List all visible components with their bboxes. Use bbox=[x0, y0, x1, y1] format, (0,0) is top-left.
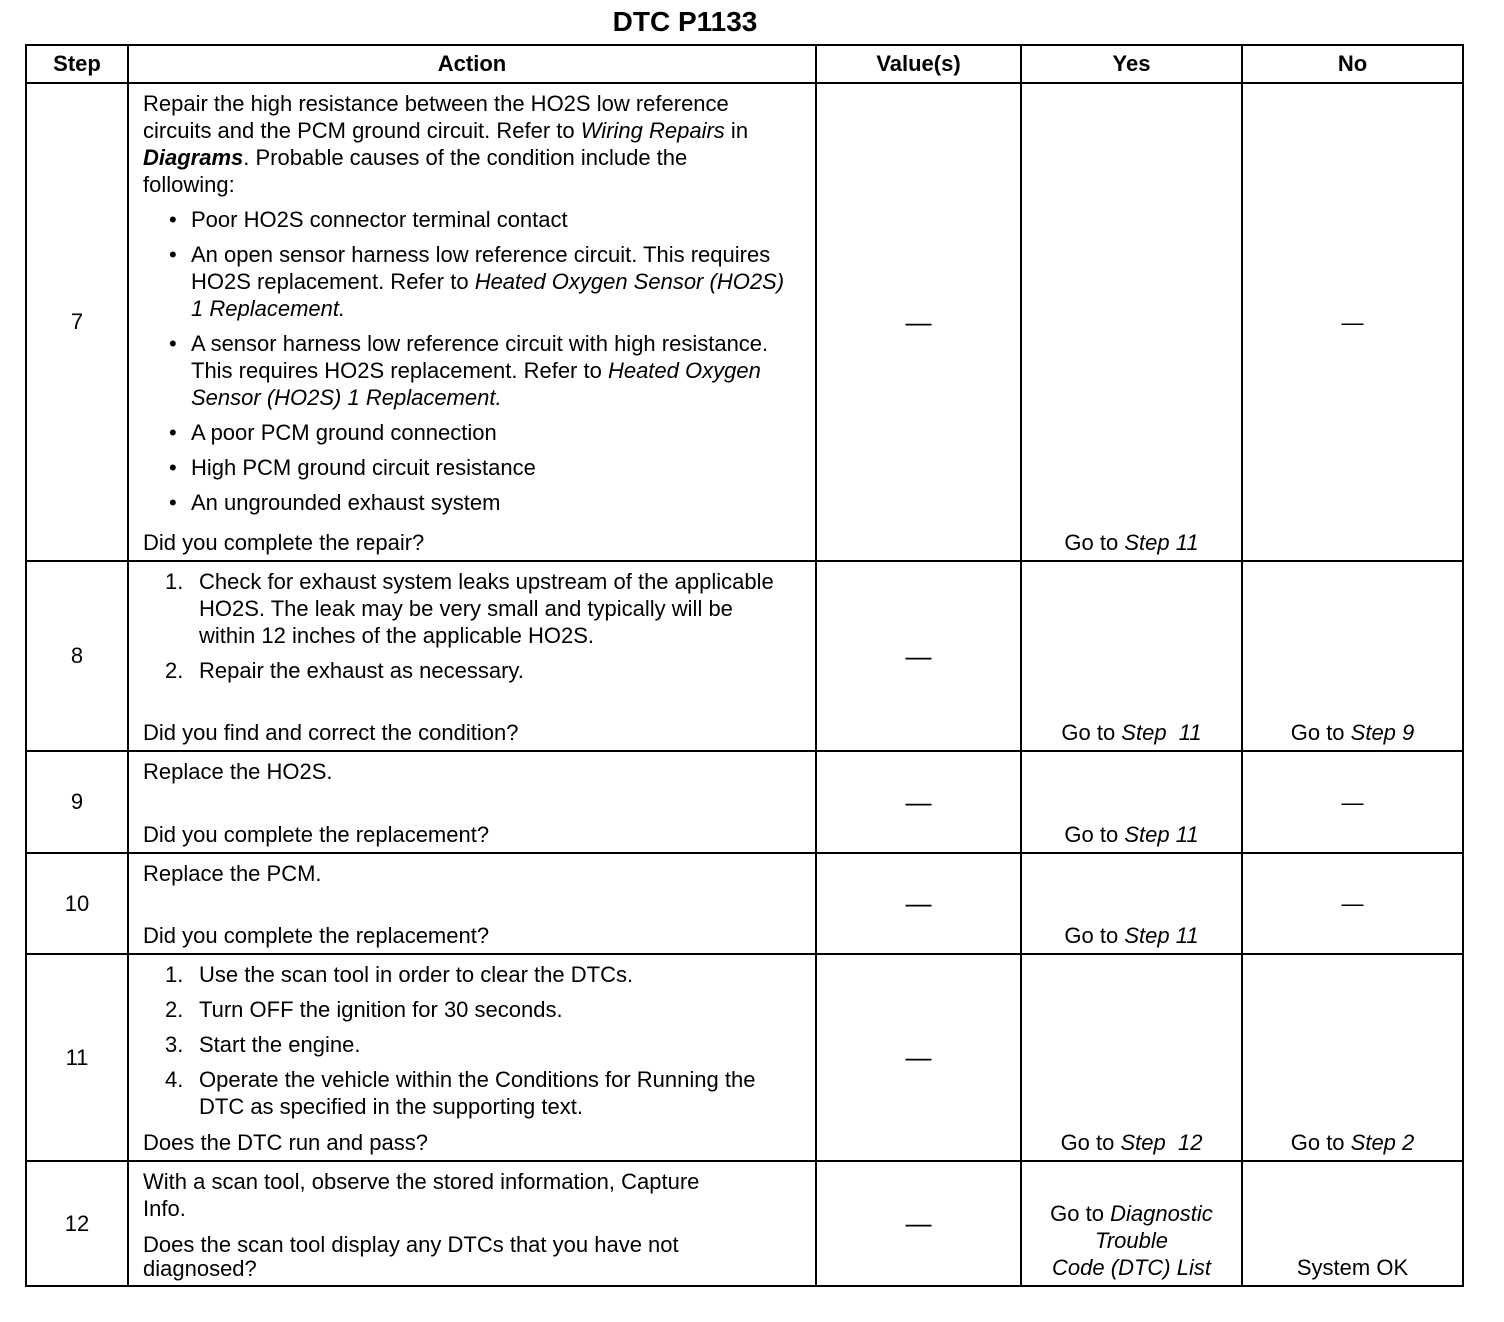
step-number: 8 bbox=[26, 561, 128, 751]
procedure-list bbox=[143, 568, 801, 684]
yes-cell[interactable] bbox=[1021, 561, 1242, 751]
value-cell: — bbox=[816, 561, 1021, 751]
action-text: Replace the HO2S. bbox=[143, 759, 333, 784]
table-row bbox=[26, 954, 1463, 1161]
action-question: Did you complete the replacement? bbox=[143, 923, 490, 948]
header-row bbox=[26, 45, 1463, 83]
action-question: Did you complete the repair? bbox=[143, 530, 425, 555]
value-cell: — bbox=[816, 853, 1021, 954]
list-item bbox=[165, 1031, 779, 1058]
action-text: With a scan tool, observe the stored information, Capture Info. bbox=[143, 1169, 700, 1221]
reference-link[interactable]: Code (DTC) List bbox=[1052, 1255, 1211, 1280]
list-item bbox=[191, 241, 801, 322]
text: Go to bbox=[1061, 720, 1122, 745]
text: An open sensor harness low reference circuit. This requires HO2S replacement. Refer to bbox=[191, 242, 771, 294]
no-cell: — bbox=[1242, 751, 1463, 853]
step-link[interactable]: Step 11 bbox=[1124, 822, 1199, 847]
header-step: Step bbox=[26, 45, 128, 83]
no-cell: — bbox=[1242, 83, 1463, 561]
text: Go to bbox=[1064, 822, 1125, 847]
text: Check for exhaust system leaks upstream of the applicable HO2S. The leak may be very small and typically will be within 12 inches of the applicable HO2S. bbox=[199, 569, 774, 648]
diagnostic-table bbox=[25, 44, 1464, 1287]
value-cell: — bbox=[816, 751, 1021, 853]
no-cell: — bbox=[1242, 853, 1463, 954]
reference-link[interactable]: Trouble bbox=[1095, 1228, 1168, 1253]
action-question: Did you complete the replacement? bbox=[143, 822, 490, 847]
action-cell bbox=[128, 561, 816, 751]
text: . bbox=[495, 385, 502, 410]
step-number: 10 bbox=[26, 853, 128, 954]
list-item bbox=[191, 330, 801, 411]
text: Repair the high resistance between the HO2S low reference circuits and the PCM ground circuit. Refer to bbox=[143, 91, 729, 143]
yes-cell[interactable] bbox=[1021, 853, 1242, 954]
header-yes: Yes bbox=[1021, 45, 1242, 83]
reference-link[interactable]: Heated Oxygen Sensor (HO2S) 1 Replacement bbox=[191, 269, 785, 321]
list-item: • A poor PCM ground connection bbox=[191, 419, 801, 446]
text: Operate the vehicle within the Conditions for Running the DTC as specified in the supporting text. bbox=[199, 1067, 756, 1119]
action-question: Did you find and correct the condition? bbox=[143, 720, 519, 745]
action-cell bbox=[128, 1161, 816, 1286]
list-item bbox=[165, 961, 779, 988]
header-values: Value(s) bbox=[816, 45, 1021, 83]
table-row bbox=[26, 853, 1463, 954]
action-question: Does the scan tool display any DTCs that you have not diagnosed? bbox=[143, 1232, 679, 1281]
item-number: 2. bbox=[165, 658, 184, 683]
list-item: • An ungrounded exhaust system bbox=[191, 489, 801, 516]
reference-link[interactable]: Wiring Repairs bbox=[580, 118, 725, 143]
yes-cell[interactable] bbox=[1021, 954, 1242, 1161]
text: Go to bbox=[1060, 1130, 1121, 1155]
item-number: 1. bbox=[165, 569, 184, 594]
text: Go to bbox=[1290, 720, 1351, 745]
step-link[interactable]: Step 12 bbox=[1120, 1130, 1203, 1155]
table-row bbox=[26, 751, 1463, 853]
no-cell[interactable] bbox=[1242, 561, 1463, 751]
table-row bbox=[26, 83, 1463, 561]
list-item: • Poor HO2S connector terminal contact bbox=[191, 206, 801, 233]
list-item bbox=[165, 568, 779, 649]
item-number: 1. bbox=[165, 962, 184, 987]
step-link[interactable]: Step 11 bbox=[1124, 530, 1199, 555]
text: in bbox=[724, 118, 749, 143]
list-item bbox=[165, 996, 779, 1023]
action-question: Does the DTC run and pass? bbox=[143, 1130, 428, 1155]
action-text: Replace the PCM. bbox=[143, 861, 322, 886]
action-cell bbox=[128, 83, 816, 561]
yes-cell[interactable] bbox=[1021, 751, 1242, 853]
action-cell bbox=[128, 853, 816, 954]
text: A sensor harness low reference circuit with high resistance. This requires HO2S replacement. Refer to bbox=[191, 331, 769, 383]
action-intro bbox=[143, 90, 763, 198]
text: Repair the exhaust as necessary. bbox=[199, 658, 524, 683]
item-number: 4. bbox=[165, 1067, 184, 1092]
table-row bbox=[26, 561, 1463, 751]
text: Start the engine. bbox=[199, 1032, 361, 1057]
header-action: Action bbox=[128, 45, 816, 83]
step-link[interactable]: Step 11 bbox=[1124, 923, 1199, 948]
action-cell bbox=[128, 751, 816, 853]
table-row bbox=[26, 1161, 1463, 1286]
list-item: • High PCM ground circuit resistance bbox=[191, 454, 801, 481]
step-number: 11 bbox=[26, 954, 128, 1161]
text: Turn OFF the ignition for 30 seconds. bbox=[199, 997, 563, 1022]
yes-cell[interactable] bbox=[1021, 83, 1242, 561]
text: Go to bbox=[1064, 530, 1125, 555]
step-link[interactable]: Step 9 bbox=[1350, 720, 1415, 745]
item-number: 2. bbox=[165, 997, 184, 1022]
text: . Probable causes of the condition include the following: bbox=[143, 145, 688, 197]
step-number: 12 bbox=[26, 1161, 128, 1286]
step-number: 7 bbox=[26, 83, 128, 561]
item-number: 3. bbox=[165, 1032, 184, 1057]
page-title: DTC P1133 bbox=[612, 6, 758, 37]
value-cell: — bbox=[816, 1161, 1021, 1286]
step-link[interactable]: Step 11 bbox=[1121, 720, 1202, 745]
cause-list bbox=[143, 206, 801, 516]
list-item bbox=[165, 657, 779, 684]
header-no: No bbox=[1242, 45, 1463, 83]
step-number: 9 bbox=[26, 751, 128, 853]
value-cell: — bbox=[816, 83, 1021, 561]
action-cell bbox=[128, 954, 816, 1161]
no-cell[interactable] bbox=[1242, 954, 1463, 1161]
text: Use the scan tool in order to clear the DTCs. bbox=[199, 962, 634, 987]
no-cell: System OK bbox=[1242, 1161, 1463, 1286]
reference-link[interactable]: Diagnostic bbox=[1110, 1201, 1213, 1226]
reference-link[interactable]: Heated Oxygen Sensor (HO2S) 1 Replacement bbox=[191, 358, 761, 410]
yes-cell[interactable] bbox=[1021, 1161, 1242, 1286]
text: Go to bbox=[1064, 923, 1125, 948]
text: Go to bbox=[1290, 1130, 1351, 1155]
text: . bbox=[338, 296, 346, 321]
procedure-list bbox=[143, 961, 801, 1120]
value-cell: — bbox=[816, 954, 1021, 1161]
step-link[interactable]: Step 2 bbox=[1350, 1130, 1415, 1155]
reference-link[interactable]: Diagrams bbox=[143, 145, 244, 170]
list-item bbox=[165, 1066, 799, 1120]
text: Go to bbox=[1050, 1201, 1111, 1226]
